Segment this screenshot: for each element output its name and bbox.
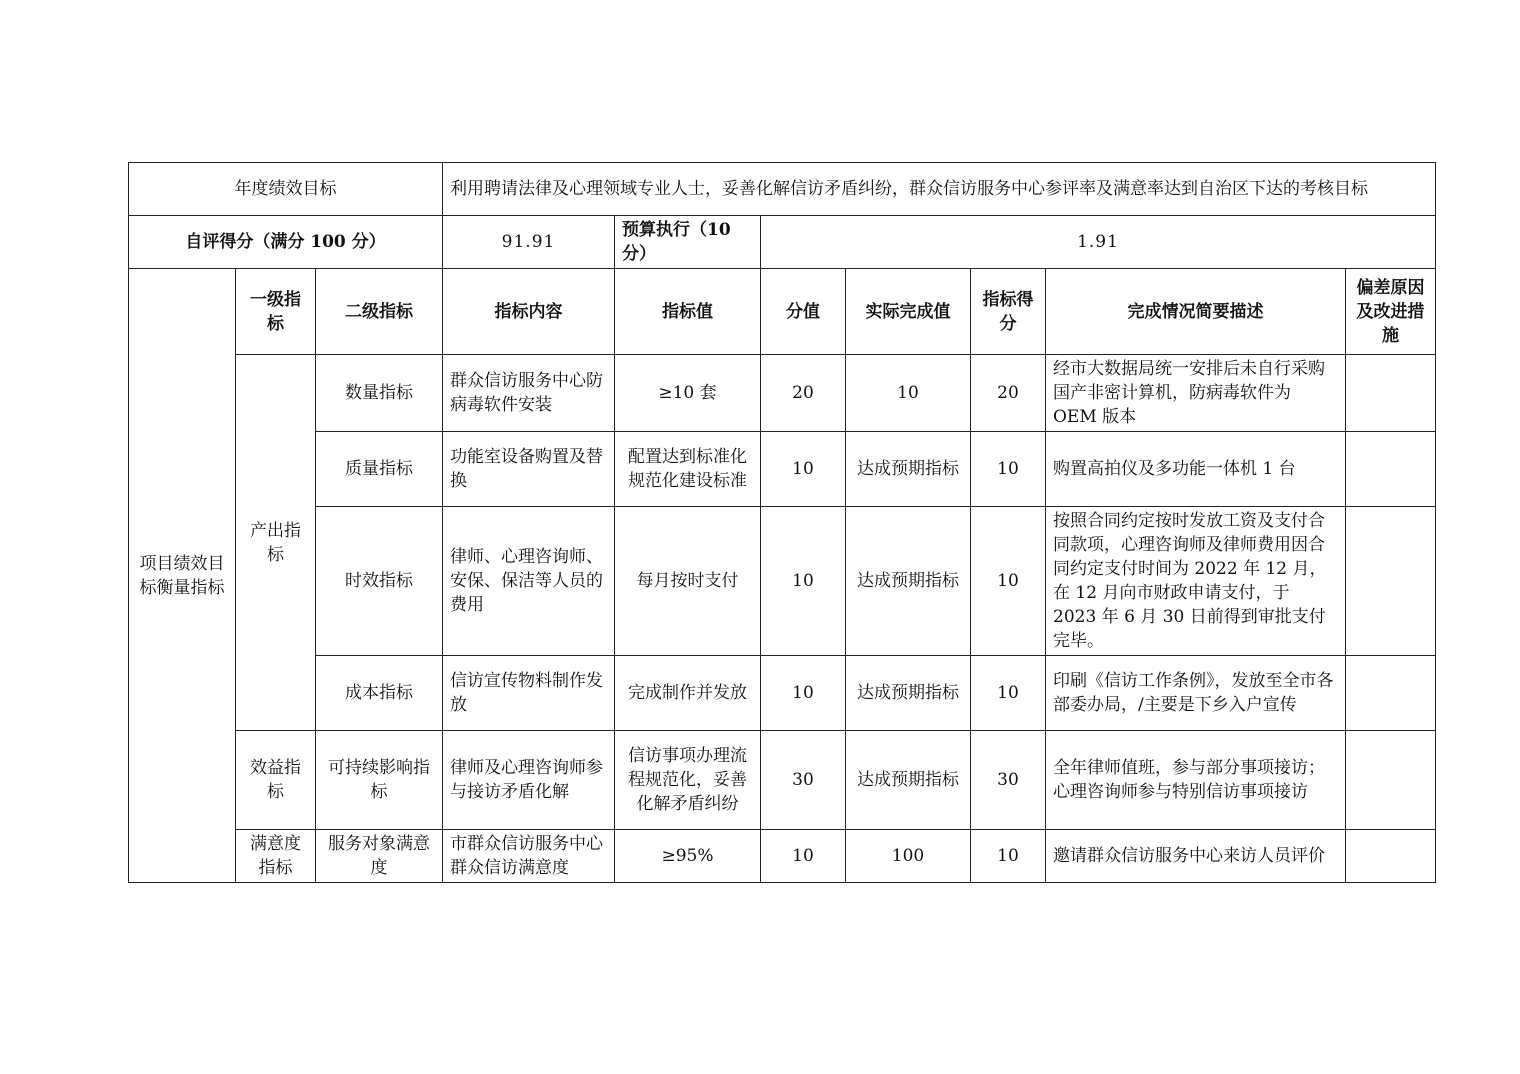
col-level1: 一级指标: [236, 269, 316, 355]
budget-value: 1.91: [761, 216, 1436, 269]
indicator-target: 信访事项办理流程规范化，妥善化解矛盾纠纷: [615, 731, 761, 830]
indicator-note: [1346, 731, 1436, 830]
col-note: 偏差原因及改进措施: [1346, 269, 1436, 355]
table-row: [129, 507, 1436, 656]
indicator-content: 律师及心理咨询师参与接访矛盾化解: [443, 731, 615, 830]
sub-indicator: 可持续影响指标: [316, 731, 443, 830]
table-row: [129, 830, 1436, 883]
indicator-actual: 达成预期指标: [846, 656, 971, 731]
indicator-desc: 邀请群众信访服务中心来访人员评价: [1046, 830, 1346, 883]
indicator-score: 10: [971, 432, 1046, 507]
goal-label: 年度绩效目标: [129, 163, 443, 216]
indicator-content: 群众信访服务中心防病毒软件安装: [443, 355, 615, 432]
sub-indicator: 数量指标: [316, 355, 443, 432]
self-score-label: 自评得分（满分 100 分）: [129, 216, 443, 269]
indicator-score: 20: [971, 355, 1046, 432]
indicator-target: 每月按时支付: [615, 507, 761, 656]
indicator-score: 10: [971, 656, 1046, 731]
indicator-note: [1346, 507, 1436, 656]
indicator-score: 30: [971, 731, 1046, 830]
indicator-score: 10: [971, 507, 1046, 656]
indicator-target: ≥95%: [615, 830, 761, 883]
indicator-weight: 20: [761, 355, 846, 432]
col-desc: 完成情况简要描述: [1046, 269, 1346, 355]
column-header-row: [129, 269, 1436, 355]
indicator-desc: 印刷《信访工作条例》，发放至全市各部委办局，/主要是下乡入户宣传: [1046, 656, 1346, 731]
indicator-actual: 达成预期指标: [846, 507, 971, 656]
table-row: [129, 731, 1436, 830]
indicator-actual: 达成预期指标: [846, 432, 971, 507]
indicator-note: [1346, 656, 1436, 731]
indicator-weight: 10: [761, 830, 846, 883]
indicator-target: ≥10 套: [615, 355, 761, 432]
indicator-content: 功能室设备购置及替换: [443, 432, 615, 507]
goal-text: 利用聘请法律及心理领域专业人士，妥善化解信访矛盾纠纷，群众信访服务中心参评率及满意率达到自治区下达的考核目标: [443, 163, 1436, 216]
col-level2: 二级指标: [316, 269, 443, 355]
col-score: 指标得分: [971, 269, 1046, 355]
sub-indicator: 时效指标: [316, 507, 443, 656]
indicator-desc: 经市大数据局统一安排后未自行采购国产非密计算机，防病毒软件为 OEM 版本: [1046, 355, 1346, 432]
indicator-note: [1346, 355, 1436, 432]
performance-table: [128, 162, 1436, 883]
indicator-desc: 购置高拍仪及多功能一体机 1 台: [1046, 432, 1346, 507]
indicator-score: 10: [971, 830, 1046, 883]
goal-row: [129, 163, 1436, 216]
group-satisfaction: 满意度指标: [236, 830, 316, 883]
col-weight: 分值: [761, 269, 846, 355]
group-output: 产出指标: [236, 355, 316, 731]
score-row: [129, 216, 1436, 269]
indicator-content: 市群众信访服务中心群众信访满意度: [443, 830, 615, 883]
table-row: [129, 656, 1436, 731]
sub-indicator: 质量指标: [316, 432, 443, 507]
indicator-note: [1346, 432, 1436, 507]
indicator-weight: 10: [761, 507, 846, 656]
self-score-value: 91.91: [443, 216, 615, 269]
indicator-desc: 按照合同约定按时发放工资及支付合同款项，心理咨询师及律师费用因合同约定支付时间为 2022 年 12 月，在 12 月向市财政申请支付，于 2023 年 6 月 30 日前得到审批支付完毕。: [1046, 507, 1346, 656]
budget-label: 预算执行（10 分）: [615, 216, 761, 269]
section-label: 项目绩效目标衡量指标: [129, 269, 236, 883]
indicator-actual: 10: [846, 355, 971, 432]
col-actual: 实际完成值: [846, 269, 971, 355]
sub-indicator: 服务对象满意度: [316, 830, 443, 883]
indicator-weight: 30: [761, 731, 846, 830]
indicator-desc: 全年律师值班，参与部分事项接访；心理咨询师参与特别信访事项接访: [1046, 731, 1346, 830]
table-row: [129, 355, 1436, 432]
indicator-actual: 100: [846, 830, 971, 883]
group-benefit: 效益指标: [236, 731, 316, 830]
indicator-actual: 达成预期指标: [846, 731, 971, 830]
indicator-weight: 10: [761, 432, 846, 507]
indicator-target: 完成制作并发放: [615, 656, 761, 731]
indicator-target: 配置达到标准化规范化建设标准: [615, 432, 761, 507]
col-content: 指标内容: [443, 269, 615, 355]
table-row: [129, 432, 1436, 507]
indicator-content: 信访宣传物料制作发放: [443, 656, 615, 731]
col-target: 指标值: [615, 269, 761, 355]
sub-indicator: 成本指标: [316, 656, 443, 731]
indicator-weight: 10: [761, 656, 846, 731]
indicator-note: [1346, 830, 1436, 883]
indicator-content: 律师、心理咨询师、安保、保洁等人员的费用: [443, 507, 615, 656]
